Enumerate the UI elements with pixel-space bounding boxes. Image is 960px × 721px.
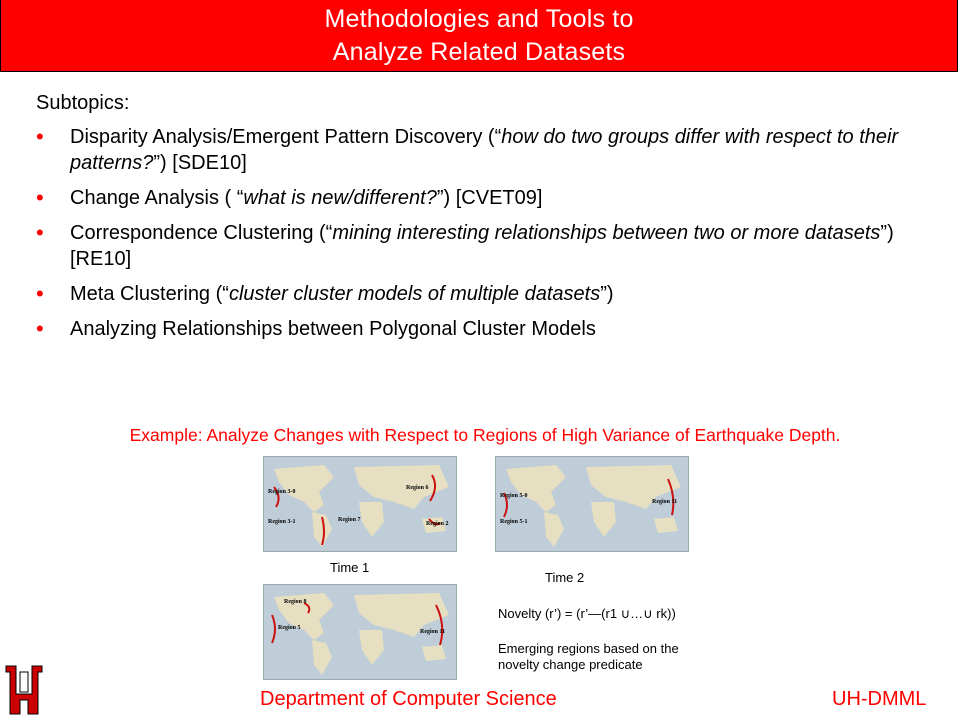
example-caption: Example: Analyze Changes with Respect to Regions of High Variance of Earthquake Depth. [129, 425, 841, 445]
bullet-dot-icon: • [36, 185, 44, 210]
map2-label: Region 5-0 [500, 493, 528, 499]
emerging-note-line-2: novelty change predicate [498, 657, 643, 672]
bullet-list [0, 124, 930, 351]
title-line-2: Analyze Related Datasets [332, 38, 626, 66]
map3-label: Region 8 [284, 599, 307, 605]
bullet-dot-icon: • [36, 124, 44, 149]
map2-label: Region 11 [652, 499, 678, 505]
map1-label: Region 2 [426, 521, 449, 527]
map3-label: Region 5 [278, 625, 301, 631]
map1-label: Region 6 [406, 485, 429, 491]
bullet-item: • Analyzing Relationships between Polygonal Cluster Models [36, 316, 596, 341]
bullet-dot-icon: • [36, 220, 44, 245]
bullet-dot-icon: • [36, 316, 44, 341]
bullet-item: • Change Analysis ( “what is new/different?”) [CVET09] [36, 185, 543, 210]
map1-label: Region 7 [338, 517, 361, 523]
novelty-formula: Novelty (r’) = (r’—(r1 ∪…∪ rk)) [498, 606, 676, 621]
bullet-item: • Meta Clustering (“cluster cluster models of multiple datasets”) [36, 281, 614, 306]
map2-label: Region 5-1 [500, 519, 528, 525]
map1-label: Region 3-1 [268, 519, 296, 525]
footer-department: Department of Computer Science [260, 688, 557, 710]
bullet-item: • Correspondence Clustering (“mining interesting relationships between two or more datasets”) [RE10] [36, 220, 894, 270]
map-time-2-caption: Time 2 [545, 570, 585, 585]
emerging-note-line-1: Emerging regions based on the [498, 641, 679, 656]
subtopics-label: Subtopics: [36, 92, 130, 114]
map-time-2 [495, 456, 689, 552]
map1-label: Region 3-0 [268, 489, 296, 495]
map-time-1 [263, 456, 457, 552]
title-line-1: Methodologies and Tools to [324, 5, 634, 33]
bullet-item: • Disparity Analysis/Emergent Pattern Discovery (“how do two groups differ with respect to their patterns?”) [SDE10] [36, 124, 899, 174]
bullet-dot-icon: • [36, 281, 44, 306]
uh-logo-icon [4, 664, 44, 721]
footer-lab: UH-DMML [832, 688, 927, 710]
map-novelty-result [263, 584, 457, 680]
map3-label: Region 11 [420, 629, 446, 635]
slide-title [0, 0, 958, 72]
map-time-1-caption: Time 1 [330, 560, 370, 575]
